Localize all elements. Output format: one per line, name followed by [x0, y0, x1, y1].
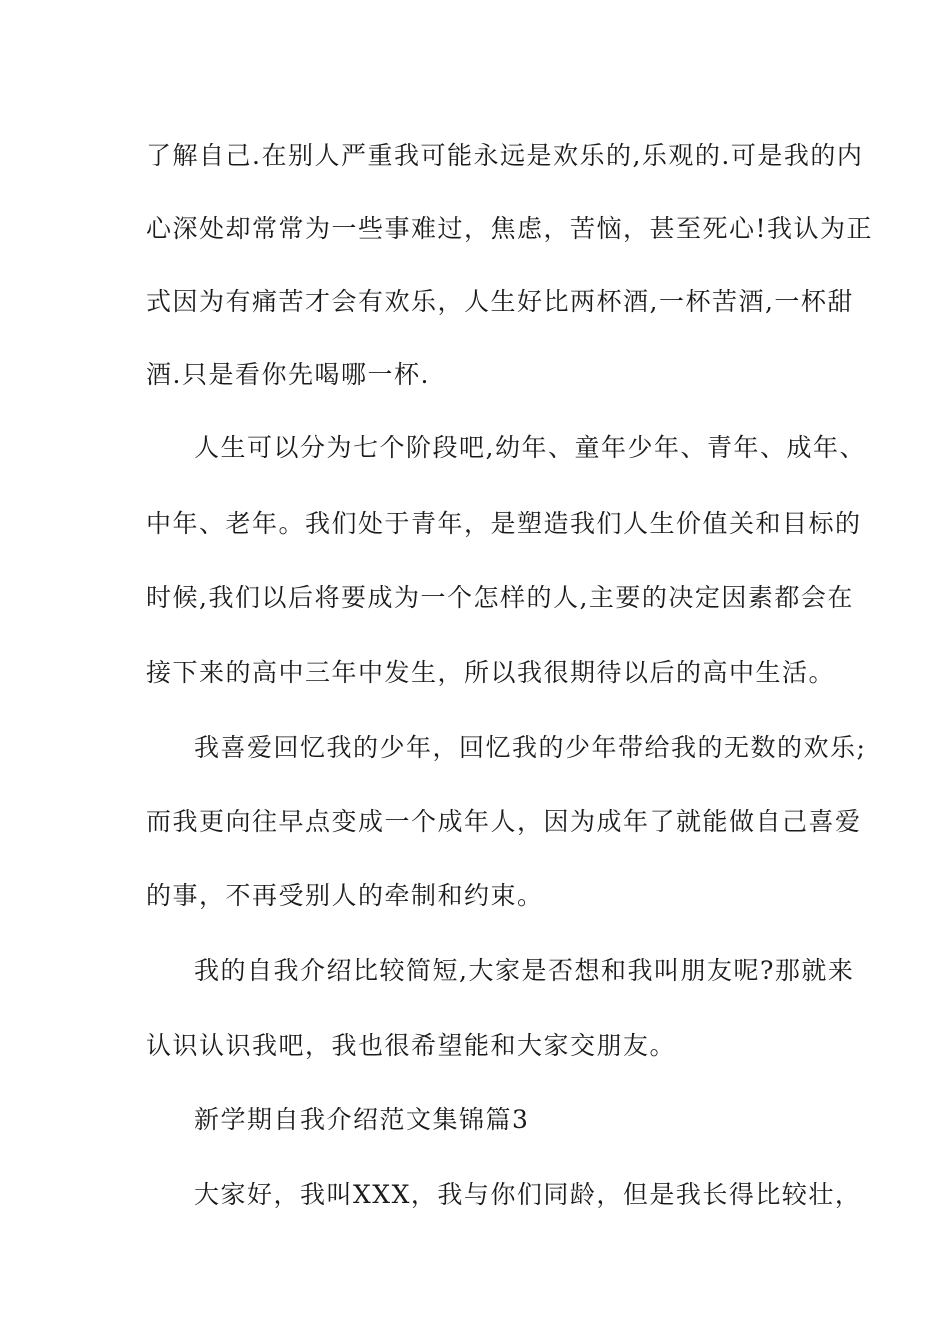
paragraph-2-line-3: 时候,我们以后将要成为一个怎样的人,主要的决定因素都会在	[146, 583, 854, 612]
paragraph-3-line-3: 的事，不再受别人的牵制和约束。	[146, 881, 544, 910]
paragraph-3-line-2: 而我更向往早点变成一个成年人，因为成年了就能做自己喜爱	[146, 807, 862, 836]
paragraph-1-line-4: 酒.只是看你先喝哪一杯.	[146, 360, 430, 389]
paragraph-1-line-1: 了解自己.在别人严重我可能永远是欢乐的,乐观的.可是我的内	[146, 141, 864, 170]
paragraph-1-line-3: 式因为有痛苦才会有欢乐，人生好比两杯酒,一杯苦酒,一杯甜	[146, 287, 854, 316]
paragraph-2-line-2: 中年、老年。我们处于青年，是塑造我们人生价值关和目标的	[146, 509, 862, 538]
paragraph-2-line-4: 接下来的高中三年中发生，所以我很期待以后的高中生活。	[146, 658, 836, 687]
section-heading: 新学期自我介绍范文集锦篇3	[194, 1105, 530, 1134]
paragraph-2-line-1: 人生可以分为七个阶段吧,幼年、童年少年、青年、成年、	[194, 433, 866, 462]
paragraph-1-line-2: 心深处却常常为一些事难过，焦虑，苦恼，甚至死心!我认为正	[146, 214, 874, 243]
paragraph-4-line-1: 我的自我介绍比较简短,大家是否想和我叫朋友呢?那就来	[194, 956, 855, 985]
paragraph-4-line-2: 认识认识我吧，我也很希望能和大家交朋友。	[146, 1031, 677, 1060]
paragraph-3-line-1: 我喜爱回忆我的少年，回忆我的少年带给我的无数的欢乐;	[194, 733, 867, 762]
paragraph-5-line-1: 大家好，我叫XXX，我与你们同龄，但是我长得比较壮，	[194, 1180, 862, 1209]
